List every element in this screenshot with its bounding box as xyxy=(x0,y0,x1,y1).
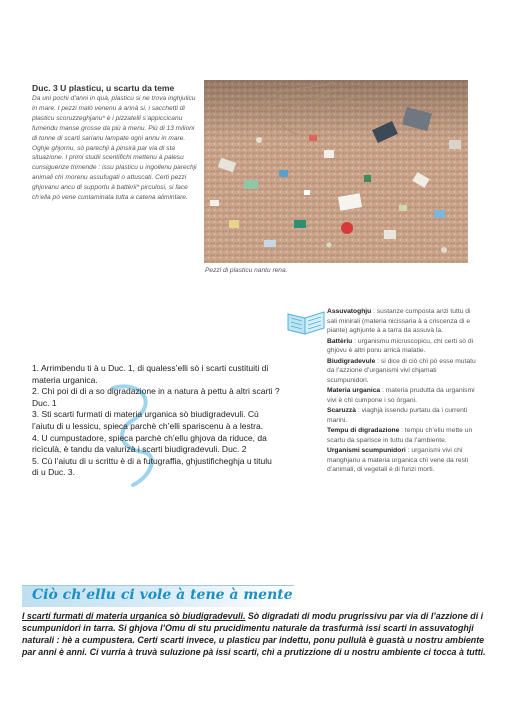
glossary-term: Tempu di digradazione xyxy=(327,426,400,434)
glossary-definition: : urganismu micruscopicu, chì certi sò di ghjovu è altri ponu arricà malatie. xyxy=(327,337,474,355)
glossary-entry xyxy=(327,357,477,386)
doc3-title: Duc. 3 U plasticu, u scartu da teme xyxy=(32,83,175,93)
section-title: Ciò ch’ellu ci vole à tene à mente xyxy=(32,587,293,603)
conclusion-text xyxy=(22,610,490,658)
glossary-entry xyxy=(327,386,477,405)
glossary-definition: : urganismi vivi chì manghjanu a materia urganica chì vene da resti d’animali, di vegetali è di funzi morti. xyxy=(327,446,469,474)
glossary-entry xyxy=(327,337,477,356)
glossary-term: Biudigradevule xyxy=(327,357,376,365)
beach-plastic-photo xyxy=(204,80,468,263)
conclusion-highlight: I scarti furmati di materia urganica sò biudigradevuli. xyxy=(22,611,246,621)
glossary-term: Scaruzzà xyxy=(327,407,356,415)
glossary-definition: : viaghjà issendu purtatu da i currenti marini. xyxy=(327,407,468,424)
questions-list xyxy=(32,363,280,479)
glossary-entry xyxy=(327,446,477,475)
glossary-definition: : si dice di ciò chì pò esse mutatu da l’azzione d’urganismi vivi chjamati scumpunidori. xyxy=(327,357,476,384)
glossary-entry xyxy=(327,307,477,336)
glossary-entry xyxy=(327,406,477,425)
question-item: 2. Chì poi di di a so digradazione in a natura à pettu à altri scarti ? Duc. 1 xyxy=(32,386,280,408)
glossary xyxy=(327,307,477,475)
glossary-entry xyxy=(327,426,477,445)
open-book-icon xyxy=(285,308,327,336)
question-item: 5. Cù l’aiutu di u scrittu è di a futugraffia, ghjustificheghja u titulu di u Duc. 3. xyxy=(32,455,272,478)
photo-caption: Pezzi di plasticu nantu rena. xyxy=(205,267,288,274)
glossary-definition: : tempu ch’ellu mette un scartu da sparisce in tuttu da l’ambiente. xyxy=(327,426,473,444)
glossary-term: Assuvatoghju xyxy=(327,308,372,315)
question-item: 1. Arrimbendu ti à u Duc. 1, di qualess’elli sò i scarti custituiti di materia urganica. xyxy=(32,363,269,385)
glossary-term: Battèriu xyxy=(327,337,353,345)
glossary-definition: : sustanze cumposta anzi tuttu di sali minirali (materia nicissaria à a criscenza di e piante) aghjunte à a tarra da assuvà la. xyxy=(327,308,471,335)
question-item: 4. U cumpustadore, spieca parchè ch’ellu ghjova da riduce, da ricìculà, è tandu da valurizà i scarti biudigradevuli. Duc. 2 xyxy=(32,432,267,455)
doc3-text: Da uni pochi d’anni in quà, plasticu si ne trova inghjulicu in mare. I pezzi malò venenu à arinà si, i sacchetti di plasticu scoruzzeghjanu* è i pizzatelli s’appiccicanu fumendu manse grosse da più à menu. Più di 13 milioni di tonne di scarti sarianu lampate ogni annu in mare. Oghje ghjornu, sò parechji à pinsirà par via di sta situazione. I primi studii scentifichi mettenu à palesu cunsiguenze trimende : issu plasticu u ingollenu parechji animali chì morenu assufugati o attuscati. Certi pezzi ghjovanu ancu di supportu à battèrii* pirculosi, si face ch’ella pò vene cuntaminata tutta a catena alimintare. xyxy=(32,95,197,202)
conclusion-body: Sò digradati di modu prugrissivu par via di l’azzione di i scumpunidori in tarra. Si ghjova l’Omu di stu prucidimentu naturale da trasfurmà issi scarti in assuvatoghji naturali : hè a cumpustera. Certi scarti invece, u plasticu par indettu, ponu pullulà è guastà u nostru ambiente par anni è anni. Ci vurria à truvà suluzione pà issi scarti, chì a prutizzione di u nostru ambiente ci tocca à tutti. xyxy=(22,611,486,658)
glossary-term: Materia urganica xyxy=(327,387,381,395)
glossary-definition: : materia prudutta da urganismi vivi è chì cumpone i so òrgani. xyxy=(327,387,475,404)
question-item: 3. Sti scarti furmati di materia urganica sò biudigradevuli. Cù l’aiutu di u lessicu, spieca parchè ch’elli spariscenu à a lestra. xyxy=(32,409,264,431)
glossary-term: Urganismi scumpunidori xyxy=(327,446,406,454)
